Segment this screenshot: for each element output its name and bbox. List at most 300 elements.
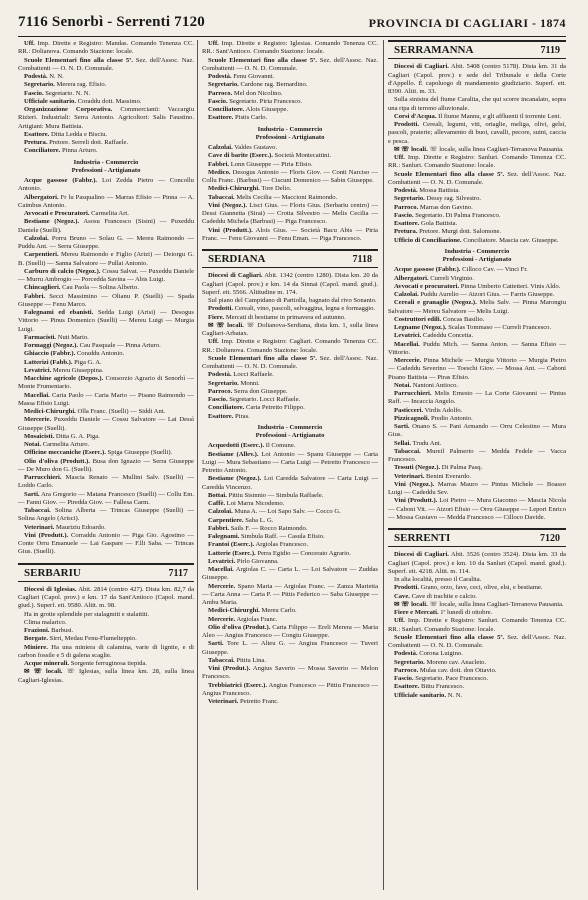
entry-label: Scuole Elementari fino alla classe 5ª. — [208, 56, 317, 64]
entry-label: Notai. — [24, 441, 42, 448]
text-line: Fiere. Mercati di bestiame in primavera ed autunno. — [208, 313, 346, 321]
text-line: Latterie (Eserc.). Perra Egidio — Concerato Agrario. — [208, 549, 351, 557]
header-left: 7116 Senorbì - Serrenti 7120 — [18, 14, 205, 30]
entry-label: Miniere. — [24, 643, 48, 651]
text-line: Sarti. Tore L. — Alteu G. — Angius Francesco — Tuveri Giuseppe. — [202, 640, 378, 656]
section-header — [18, 563, 194, 582]
text-line: Scuole Elementari fino alla classe 5ª. Sez. dell'Assoc. Naz. Combattenti — O. N. D. Comunale. — [388, 633, 566, 649]
entry-label: Prodotti. — [208, 305, 233, 313]
text-line: Parroco. Serra don Giuseppe. — [208, 387, 288, 395]
entry-label: Latterie (Eserc.). — [208, 549, 256, 557]
entry-label: Segretario. — [208, 81, 239, 89]
text-line: Tabaccai. Solina Alberta — Trincas Giuseppe (Suelli) — Solina Angelo (Arisci). — [18, 507, 194, 523]
entry-label: Podestà. — [208, 73, 232, 80]
text-line: Acque minerali. Sorgente ferruginosa tiepida. — [24, 660, 147, 667]
text-line: Vini (Negoz.). Marras Mauro — Pintus Michele — Boasso Luigi — Cadeddu Sev. — [388, 480, 566, 496]
header-rule — [18, 36, 566, 37]
text-line: Parrucchieri. Melis Ernesto — La Corte Giovanni — Pintus Raff. — Incaccia Angelo. — [388, 390, 566, 406]
entry-label: Esattore. — [394, 220, 420, 227]
text-line: Podestà. Fenu Giovanni. — [208, 73, 275, 80]
entry-label: Mosaicisti. — [24, 432, 55, 440]
text-line: Pretura. Pretore. Murgi dott. Salomone. — [394, 228, 502, 236]
text-line: Prodotti. Cereali, legumi, viti, ortaglie, meliga, olivi, gelsi, pascoli, praterie; allevamento di buoi, cavalli, pecore, suini, caccia e pesca. — [388, 121, 566, 145]
section-name: SERRENTI — [394, 532, 451, 544]
entry-label: Pizzicagnoli. — [394, 414, 430, 422]
entry-label: Cave. — [394, 592, 410, 600]
entry-label: Medici-Chirurghi. — [208, 607, 260, 615]
entry-label: Officine meccaniche (Eserc.). — [24, 449, 106, 457]
text-line: Uff. Imp. Dirette e Registro: Cagliari. Comando Tenenza CC. RR.: Dolianova. Comando Stazione: locale. — [202, 338, 378, 354]
trade-list — [388, 266, 566, 522]
entry-label: Sarti. — [394, 423, 410, 430]
entry-label: Vini (Produtt.). — [24, 531, 69, 539]
entry-label: Fabbri. — [24, 292, 46, 300]
entry-label: Fiere. — [208, 313, 225, 321]
text-line: Fascio. Segretario. N. N. — [24, 89, 91, 97]
text-line: Tessuti (Negoz.). Di Palma Pasq. — [394, 464, 483, 472]
text-line: Mercerie. Spano Maria — Argiolas Franc. — Zanza Marietta — Carta Anna — Carta P. — Pittis Federico — Saba Giuseppe — Ambu Maria. — [202, 582, 378, 606]
entry-label: Bestiame (Negoz.). — [208, 475, 262, 483]
entry-label: Parrucchieri. — [394, 390, 432, 397]
category-heading: Industria - Commercio Professioni - Artigianato — [71, 158, 141, 174]
text-line: Ghiaccio (Fabbr.). Coraddu Antonio. — [24, 350, 125, 358]
text-line: Ufficiale sanitario. N. N. — [394, 691, 463, 699]
column-1 — [18, 40, 194, 685]
text-line: Mercerie. Pinna Michele — Murgia Vittorio — Murgia Pietro — Cadeddu Severino — Toeschi Giov. — Mossa Ant. — Caboni Pisano Battista — Piras Efisio. — [388, 357, 566, 381]
entry-label: Podestà. — [394, 650, 418, 658]
entry-label: Parroco. — [394, 666, 419, 674]
text-line: Carpentieri. Mereu Raimondo e Figlio (Arizi) — Deiorgu G. B. (Suelli) — Sanna Salvatore — Pullai Antonio. — [18, 251, 194, 267]
entry-label: Tabaccai. — [208, 193, 235, 201]
text-line: Falegnami ed ebanisti. Sedda Luigi (Arisi) — Desogus Vittorio — Pinus Domenico (Suelli) — Mereu Luigi — Murgia Luigi. — [18, 309, 194, 333]
text-line: Notai. Carmelita Arturo. — [24, 441, 90, 448]
column-divider — [197, 40, 198, 890]
section-name: SERRAMANNA — [394, 44, 474, 56]
text-line: Ufficio di Conciliazione. Conciliatore. Mascia cav. Giuseppe. — [394, 236, 559, 244]
text-line: Vini (Produtt.). Corraddu Antonio — Piga Gio. Agostino — Conte Orru Emanuele — Lai Gaspare — F.lli Saba. — Trincas Gius. (Suelli). — [18, 531, 194, 556]
text-line: Segretario. Monni. — [208, 379, 260, 387]
text-line: Fabbri. Lonn Giuseppe — Piria Efisio. — [208, 160, 313, 168]
entry-label: Podestà. — [394, 187, 418, 194]
text-line: Scuole Elementari fino alla classe 5ª. Sez. dell'Assoc. Naz. Combattenti — O. N. D. Comunale. — [18, 56, 194, 72]
entry-label: Corsi d'Acqua. — [394, 112, 437, 120]
text-line: Medici-Chirurghi. Mereu Carlo. — [208, 607, 297, 615]
entry-label: Medico. — [208, 168, 231, 176]
section-header — [388, 528, 566, 547]
text-line: Clima malarico. — [24, 618, 67, 626]
entry-label: Levatrici. — [394, 332, 422, 340]
text-line: Segretario. Cardone rag. Bernardino. — [208, 81, 308, 89]
entry-label: Acque minerali. — [24, 660, 70, 667]
entry-label: ✉ ☏ locali. — [208, 321, 244, 329]
entry-label: ✉ ☏ locali. — [394, 145, 428, 153]
entry-label: Tabaccai. — [394, 447, 421, 455]
entry-label: Vini (Produtt.). — [394, 497, 438, 505]
text-line: Fabbri. Secci Massimino — Olianu P. (Suelli) — Spada Giuseppe — Fenu Marco. — [18, 292, 194, 308]
entry-label: Fiere e Mercati. — [394, 609, 439, 616]
entry-label: Medici-Chirurghi. — [208, 185, 260, 193]
entry-label: Carpentiere. — [208, 516, 244, 524]
text-line: Acque gassose (Fabbr.). Cilloco Cav. — Vinci Fr. — [394, 266, 528, 274]
text-line: Mercerie. Puxeddu Daniele — Cossu Salvatore — Lai Dessì Giuseppe (Suelli). — [18, 416, 194, 432]
text-line: Ha in grotte splendide per stalagmiti e stalattiti. — [24, 610, 150, 618]
text-line: Costruttori edili. Concas Basilio. — [394, 315, 485, 323]
entry-label: Sarti. — [208, 640, 224, 648]
text-line: Bestiame (Negoz.). Loi Caredda Salvatore — Carta Luigi — Caredda Vincenzo. — [202, 475, 378, 491]
entry-label: Calzolai. — [208, 508, 233, 516]
text-line: Organizzazione Corporativa. Commercianti: Vaccargiu Rizieri. Industriali: Serra Antonio. Agricoltori: Salis Faustino. Artigiani: Mura Battista. — [18, 106, 194, 130]
entry-label: Esattore. — [394, 683, 420, 691]
entry-label: Ghiaccio (Fabbr.). — [24, 350, 76, 358]
entry-label: Segretario. — [208, 379, 239, 387]
entry-label: Tabaccai. — [208, 656, 235, 664]
entry-label: Bestiame (Negoz.). — [24, 218, 80, 226]
text-line: Levatrici. Mereu Giuseppina. — [24, 366, 104, 374]
text-line: Avvocati e Procuratori. Carmelita Art. — [24, 210, 129, 217]
entry-label: Parroco. — [394, 203, 419, 211]
trade-list — [202, 144, 378, 243]
entry-label: ✉ ☏ locali. — [24, 668, 63, 676]
text-line: Calzolai. Porru Bruno — Solau G. — Mereu Raimondo — Puddu Ant. — Serra Giuseppe. — [18, 234, 194, 250]
text-line: Fascio. Segretario. Pace Francesco. — [394, 675, 489, 682]
text-line: Pizzicagnoli. Predio Antonio. — [394, 414, 473, 422]
section-number: 7119 — [540, 45, 560, 56]
entry-label: Borgate. — [24, 635, 48, 643]
text-line: Parroco. Marras don Gavino. — [394, 203, 473, 211]
text-line: Chincaglieri. Cau Paola — Solina Alberto. — [24, 284, 139, 292]
entry-label: Fascio. — [208, 396, 228, 403]
section-number: 7120 — [540, 533, 560, 544]
text-line: Podestà. Mossa Battista. — [394, 187, 460, 194]
text-line: Uff. Imp. Dirette e Registro: Iglesias. Comando Tenenza CC. RR.: Sant'Antioco. Comando Stazione: locale. — [202, 40, 378, 56]
text-line: Diocesi di Iglesias. Abit. 2814 (centro 427). Dista km. 82,7 da Cagliari (Capol. prov.) e km. 17 da Sant'Antioco (Capol. mand. giud.). Superf. ett. 9580. Altit. m. 98. — [18, 585, 194, 610]
text-line: Parrucchieri. Mascia Renato — Mullini Salv. (Suelli) — Loddo Carlo. — [18, 474, 194, 490]
entry-label: Macellai. — [208, 566, 234, 573]
text-line: Veterinari. Petretto Franc. — [208, 698, 279, 705]
entry-label: Segretario. — [394, 658, 425, 666]
intro-block — [388, 551, 566, 700]
entry-label: Prodotti. — [394, 584, 419, 592]
text-line: Parroco. Mel don Nicolino. — [208, 89, 283, 97]
text-line: Bottai. Pittiu Sisinnio — Simbula Raffaele. — [208, 491, 324, 499]
text-line: Bestiame (Allev.). Loi Antonio — Spanu Giuseppe — Carta Luigi — Mura Sebastiano — Carta Luigi — Petretto Francesco — Petretto Antonio. — [202, 450, 378, 474]
text-line: Scuole Elementari fino alla classe 5ª. Sez. dell'Assoc. Naz. Combattenti — O. N. D. Comunale. — [388, 170, 566, 186]
entry-label: Olio d'oliva (Produtt.). — [24, 457, 90, 465]
text-line: Calzolai. Valdes Gustavo. — [208, 144, 278, 151]
text-line: Calzolai. Puddu Aurelio — Atzori Gius. — Farris Giuseppe. — [394, 291, 555, 298]
text-line: Cave. Cave di trachite e calcio. — [394, 592, 477, 600]
text-line: Diocesi di Cagliari. Abit. 5408 (centro 5178). Dista km. 31 da Cagliari (Capol. prov.) e sede del Tribunale e della Corte d'Appello. È capoluogo di mandamento giudiziario. Superf. ett. 8390. Altit. m. 33. — [388, 63, 566, 95]
entry-label: Medici-Chirurghi. — [24, 408, 76, 415]
text-line: Tabaccai. Melis Cecilia — Maccioni Raimondo. — [208, 193, 338, 201]
entry-label: Macchine agricole (Depos.). — [24, 375, 104, 382]
text-line: Notai. Nantoni Antioco. — [394, 381, 459, 389]
entry-label: Vini (Produtt.). — [208, 226, 253, 234]
entry-label: Cereali e granaglie (Negoz.). — [394, 299, 477, 307]
text-line: Levatrici. Cadeddu Concetta. — [394, 332, 474, 340]
entry-label: Diocesi di Cagliari. — [394, 63, 449, 71]
section-number: 7117 — [168, 567, 188, 579]
text-line: Vini (Produt.). Angius Saverio — Mossa Saverio — Melon Francesco. — [202, 665, 378, 681]
entry-label: Podestà. — [208, 371, 232, 379]
entry-label: Cave di barite (Eserc.). — [208, 152, 273, 160]
entry-label: Diocesi di Cagliari. — [208, 272, 263, 280]
entry-label: Scuole Elementari fino alla classe 5ª. — [208, 354, 317, 362]
text-line: Cave di barite (Eserc.). Società Montecattini. — [208, 152, 331, 160]
entry-label: Prodotti. — [394, 121, 419, 128]
text-line: Frantoi (Eserc.). Argiolas Francesco. — [208, 541, 309, 549]
entry-label: Bestiame (Allev.). — [208, 450, 259, 458]
text-line: Fabbri. Sails F. — Rocco Raimondo. — [208, 524, 308, 532]
text-line: Medico. Desogus Antonio — Floris Giov. — Conti Narciso — Collu Franc. (Barbusi) — Ciscuni Domenico — Sabin Giuseppe. — [202, 168, 378, 184]
entry-label: Avvocati e Procuratori. — [24, 210, 90, 217]
entry-label: Levatrici. — [208, 557, 236, 565]
text-line: Prodotti. Cereali, vino, pascoli, selvaggina, legna e formaggio. — [208, 305, 376, 313]
intro-block — [388, 63, 566, 245]
text-line: Falegnami. Simbula Raff. — Casula Efisio. — [208, 533, 325, 540]
text-line: Macellai. Caria Paolo — Caria Mario — Pisano Raimondo — Massa Efisio Luigi. — [18, 391, 194, 407]
text-line: Caffè. Loi Marra Nicodemo. — [208, 500, 285, 507]
entry-label: Frantoi (Eserc.). — [208, 541, 255, 549]
text-line: Uff. Imp. Dirette e Registro: Sanluri. Comando Tenenza CC. RR.: Sanluri. Comando Stazione: locale. — [388, 154, 566, 170]
text-line: Pasticceri. Virdis Adolfo. — [394, 406, 463, 414]
entry-label: Fascio. — [394, 211, 414, 219]
text-line: Carburo di calcio (Negoz.). Cossu Salvat. — Puxeddu Daniele — Murru Ambrogio — Porcedda Savina — Abis Luigi. — [18, 267, 194, 283]
entry-label: Ufficiale sanitario. — [394, 691, 447, 699]
entry-label: Esattore. — [208, 114, 234, 122]
text-line: Macchine agricole (Depos.). Consorzio Agrario di Senorbì — Monte Frumentario. — [18, 375, 194, 391]
entry-label: Pretura. — [24, 139, 48, 146]
entry-label: Albergatori. — [394, 274, 429, 282]
text-line: Uff. Imp. Dirette e Registro: Mandas. Comando Tenenza CC. RR.: Dolianova. Comando Stazione: locale. — [18, 40, 194, 56]
text-line: ✉ ☏ locali. ☏ locale, sulla linea Cagliari-Terranova Pausania. — [394, 600, 564, 608]
text-line: Medici-Chirurghi. Olla Franc. (Suelli) — Siddi Ant. — [24, 408, 166, 415]
text-line: Scuole Elementari fino alla classe 5ª. Sez. dell'Assoc. Naz. Combattenti — O. N. D. Comunale. — [202, 354, 378, 370]
entry-label: Carburo di calcio (Negoz.). — [24, 267, 101, 275]
text-line: Conciliatore. Alois Giuseppe. — [208, 106, 289, 113]
entry-label: Ufficio di Conciliazione. — [394, 236, 462, 244]
text-line: Miniere. Ha una miniera di calamina, varie di lignite, e di carbon fossile e 5 di galena scaglie. — [18, 643, 194, 659]
text-line: Sarti. Ara Gregorio — Matana Francesco (Suelli) — Collu Em. — Fanni Giov. — Piredda Giov. — Fallesa Carm. — [18, 490, 194, 506]
trade-list — [202, 442, 378, 706]
entry-label: Calzolai. — [24, 234, 49, 242]
entry-label: Organizzazione Corporativa. — [24, 106, 113, 113]
entry-label: Acque gassose (Fabbr.). — [394, 266, 461, 274]
text-line: Corsi d'Acqua. Il fiume Mannu, e gli affluenti il torrente Leni. — [394, 112, 562, 120]
text-line: ✉ ☏ locali. ☏ Iglesias, sulla linea km. 28, sulla linea Cagliari-Iglesias. — [18, 668, 195, 684]
entry-label: Farmacisti. — [24, 333, 57, 341]
text-line: Acquedotti (Eserc.). Il Comune. — [208, 442, 296, 450]
text-line: Sellai. Trudu Ant. — [394, 439, 442, 447]
entry-label: Acquedotti (Eserc.). — [208, 442, 265, 450]
entry-label: Mercerie. — [24, 416, 52, 424]
entry-label: Ufficiale sanitario. — [24, 97, 77, 105]
entry-label: Avvocati e procuratori. — [394, 282, 460, 290]
trade-list — [18, 177, 194, 557]
entry-label: Falegnami. — [208, 533, 240, 540]
text-line: Veterinari. Benini Everardo. — [394, 472, 472, 480]
category-heading: Industria - Commercio Professioni - Artigianato — [442, 247, 512, 263]
text-line: Fascio. Segretario. Locci Raffaele. — [208, 396, 301, 403]
entry-label: Esattore. — [208, 412, 234, 420]
entry-label: Notai. — [394, 381, 412, 389]
entry-label: Scuole Elementari fino alla classe 5ª. — [24, 56, 133, 64]
text-line: Tabaccai. Pittiu Lina. — [208, 656, 267, 664]
text-line: Sul piano del Campidano di Partiolla, bagnato dal rivo Sonanto. — [208, 297, 377, 304]
text-line: Bestiame (Negoz.). Asosu Francesco (Sisini) — Puxeddu Daniele (Suelli). — [18, 218, 194, 234]
text-line: Olio d'oliva (Produtt.). Busa don Ignazio — Serra Giuseppe — De Muro don G. (Suelli). — [18, 457, 194, 473]
text-line: Podestà. N. N. — [24, 73, 64, 80]
entry-label: Uff. — [208, 338, 219, 346]
category-heading: Industria - Commercio Professioni - Artigianato — [255, 423, 325, 439]
entry-label: Mercerie. — [208, 582, 236, 590]
text-line: Macellai. Argiolas C. — Carta L. — Loi Salvatore — Zuddas Giuseppe. — [202, 566, 378, 582]
text-line: Parroco. Mulas cav. dott. don Ottavio. — [394, 666, 497, 674]
entry-label: Uff. — [208, 40, 219, 47]
text-line: Trebbiatrici (Eserc.). Angius Francesco — Pittiu Francesco — Angius Francesco. — [202, 681, 379, 697]
text-line: Prodotti. Grano, orzo, fave, ceci, olive, elsi, e bestiame. — [394, 584, 543, 592]
text-line: Acque gassose (Fabbr.). Loi Zedda Pietro — Concollu Antonio. — [18, 177, 194, 193]
text-line: Cereali e granaglie (Negoz.). Melis Salv. — Pinna Marongiu Salvatore — Mereu Salvatore — Melis Luigi. — [388, 299, 566, 315]
text-line: Albergatori. Fr lu Pasqualino — Marras Efisio — Pinna — A. Caimbus Antonio. — [18, 193, 194, 209]
entry-label: Trebbiatrici (Eserc.). — [208, 681, 268, 689]
text-line: Formaggi (Negoz.). Cau Pasquale — Pinna Arturo. — [24, 342, 161, 349]
entry-label: Vini (Negoz.). — [208, 201, 247, 209]
text-line: Uff. Imp. Dirette e Registro: Sanluri. Comando Tenenza CC. RR.: Sanluri. Comando Stazione: locale. — [388, 617, 566, 633]
text-line: Mercerie. Argiolas Franc. — [208, 615, 278, 623]
entry-label: Sellai. — [394, 439, 412, 447]
entry-label: Vini (Produt.). — [208, 665, 251, 672]
entry-label: Frazioni. — [24, 627, 50, 634]
entry-label: Costruttori edili. — [394, 315, 442, 323]
entry-label: Fabbri. — [208, 524, 230, 532]
entry-label: Bottai. — [208, 491, 227, 499]
entry-label: Albergatori. — [24, 193, 59, 201]
text-line: Vini (Produtt.). Alois Gius. — Società Bacu Abis — Piria Franc. — Fenu Giovanni — Fenu Eman. — Piga Francesco. — [202, 226, 378, 242]
intro-block — [202, 272, 378, 421]
entry-label: Vini (Negoz.). — [394, 480, 435, 488]
text-line: Podestà. Corona Luigino. — [394, 650, 463, 658]
entry-label: Conciliatore. — [24, 147, 61, 155]
page-header — [18, 14, 566, 34]
text-line: Esattore. Pistis Carlo. — [208, 114, 268, 122]
text-line: In alta località, presso il Caralita. — [394, 576, 482, 583]
entry-label: ✉ ☏ locali. — [394, 600, 428, 608]
text-line: Diocesi di Cagliari. Abit. 3526 (centro 3524). Dista km. 33 da Cagliari (Capol. prov.) e km. 10 da Sanluri (Capol. mand. giud.). Superf. ett. 4218. Altit. m. 114. — [388, 551, 566, 575]
entry-label: Levatrici. — [24, 366, 52, 374]
entry-label: Esattore. — [24, 130, 50, 138]
section-name: SERDIANA — [208, 253, 266, 265]
text-line: Macellai. Puddu Mich. — Sanna Anton. — Sanna Efisio — Vittorio. — [388, 340, 566, 356]
column-divider — [383, 40, 384, 890]
entry-label: Conciliatore. — [208, 106, 245, 113]
text-line: Avvocati e procuratori. Pinna Umberto Cattetteri. Vinis Aldo. — [394, 282, 561, 290]
column-3 — [388, 40, 566, 700]
text-line: Scuole Elementari fino alla classe 5ª. Sez. dell'Assoc. Naz. Combattenti — O. N. D. Comunale. — [202, 56, 378, 72]
section-header — [202, 249, 378, 268]
text-line: Officine meccaniche (Eserc.). Spiga Giuseppe (Suelli). — [24, 449, 173, 457]
entry-label: Tabaccai. — [24, 507, 51, 514]
entry-label: Olio d'oliva (Produt.). — [208, 623, 271, 631]
text-line: Carpentiere. Saba L. G. — [208, 516, 274, 524]
entry-label: Mercerie. — [208, 615, 236, 623]
entry-label: Acque gassose (Fabbr.). — [24, 177, 98, 184]
section-header — [388, 40, 566, 59]
text-line: Esattore. Ditta Ledda e Bisciu. — [24, 130, 108, 138]
entry-label: Fascio. — [208, 97, 228, 105]
entry-label: Mercerie. — [394, 357, 422, 364]
text-line: Frazioni. Barbusi. — [24, 627, 74, 634]
entry-label: Fabbri. — [208, 160, 230, 168]
entry-label: Uff. — [394, 617, 405, 625]
entry-label: Pretura. — [394, 228, 418, 236]
entry-label: Calzolai. — [394, 291, 419, 298]
text-line: Medici-Chirurghi. Tore Delio. — [208, 185, 292, 193]
text-line: Vini (Negoz.). Lisci Gius. — Floris Gius. (Serbariu centro) — Dessi Giannetta (Sirai) — Crotta Silvestro — Melis Cecilia — Cadeddu Michela (Barbusi) — Piga Francesco. — [202, 201, 378, 226]
text-line: Fascio. Segretario. Piria Francesco. — [208, 97, 303, 105]
column-2 — [202, 40, 378, 706]
entry-label: Parroco. — [208, 387, 233, 395]
entry-label: Tessuti (Negoz.). — [394, 464, 441, 472]
text-line: Legname (Negoz.). Scalas Tommaso — Curreli Francesco. — [394, 324, 552, 331]
text-line: Levatrici. Pirlo Giovanna. — [208, 557, 279, 565]
entry-label: Segretario. — [394, 195, 425, 203]
entry-label: Conciliatore. — [208, 404, 245, 412]
text-line: Vini (Produtt.). Loi Pietro — Mura Giacomo — Mascia Nicola — Caboni Vit. — Atzori Efisio — Orru Giuseppe — Lepori Enrico — Mossa Gustavo — Medda Francesco — Cilloco Davide. — [388, 497, 566, 521]
intro-block — [18, 40, 194, 156]
entry-label: Pasticceri. — [394, 406, 424, 414]
entry-label: Veterinari. — [208, 698, 239, 705]
entry-label: Parroco. — [208, 89, 233, 97]
entry-label: Falegnami ed ebanisti. — [24, 309, 94, 316]
category-heading: Industria - Commercio Professioni - Artigianato — [255, 125, 325, 141]
text-line: Latterizi (Fabb.). Piga G. A. — [24, 358, 102, 366]
entry-label: Calzolai. — [208, 144, 233, 151]
entry-label: Macellai. — [394, 340, 420, 348]
intro-block — [202, 40, 378, 123]
text-line: Conciliatore. Pinna Arturo. — [24, 147, 98, 155]
text-line: Fiere e Mercati. 1ª lunedì di ottobre. — [394, 609, 493, 616]
text-line: Albergatori. Curreli Virginio. — [394, 274, 474, 282]
text-line: Diocesi di Cagliari. Abit. 1342 (centro 1280). Dista km. 20 da Cagliari (Capol. prov.) e km. 14 da Sinnai (Capol. mand. giud.). Superf. ett. 5566. Altitudine m. 174. — [202, 272, 378, 296]
entry-label: Veterinari. — [394, 472, 425, 480]
text-line: Sulla sinistra del fiume Caralita, che qui scorre incanalato, sopra una ripa di terreno alluvionale. — [388, 96, 566, 112]
entry-label: Uff. — [24, 40, 35, 47]
header-right: PROVINCIA DI CAGLIARI - 1874 — [368, 16, 566, 30]
text-line: Mosaicisti. Ditta G. A. Piga. — [24, 432, 100, 440]
entry-label: Podestà. — [24, 73, 48, 80]
entry-label: Fascio. — [24, 89, 44, 97]
text-line: ✉ ☏ locali. ☏ locale, sulla linea Cagliari-Terranova Pausania. — [394, 145, 564, 153]
entry-label: Diocesi di Cagliari. — [394, 551, 449, 559]
entry-label: Formaggi (Negoz.). — [24, 342, 79, 349]
text-line: Segretario. Merera rag. Efisio. — [24, 81, 107, 89]
text-line: Veterinari. Mauriziu Edoardo. — [24, 523, 106, 531]
text-line: Segretario. Moreno cav. Anacleto. — [394, 658, 487, 666]
section-number: 7118 — [352, 254, 372, 265]
intro-block — [18, 586, 194, 685]
text-line: Segretario. Dessy rag. Silvestro. — [394, 195, 482, 203]
entry-label: Macellai. — [24, 391, 50, 399]
text-line: Olio d'oliva (Produt.). Carta Filippo — Ereli Merera — Maria Aleo — Angius Francesco — Congiu Giuseppe. — [202, 623, 378, 639]
text-line: Esattore. Piras. — [208, 412, 250, 420]
text-line: Esattore. Bittu Francesco. — [394, 683, 465, 691]
text-line: ✉ ☏ locali. ☏ Dolianova-Serdiana, dista km. 1, sulla linea Cagliari-Arbatax. — [202, 321, 378, 337]
text-line: Farmacisti. Nuti Mario. — [24, 333, 89, 341]
text-line: Pretura. Pretore. Serreli dott. Raffaele. — [24, 139, 129, 146]
entry-label: Scuole Elementari fino alla classe 5ª. — [394, 633, 505, 641]
entry-label: Legname (Negoz.). — [394, 324, 447, 331]
